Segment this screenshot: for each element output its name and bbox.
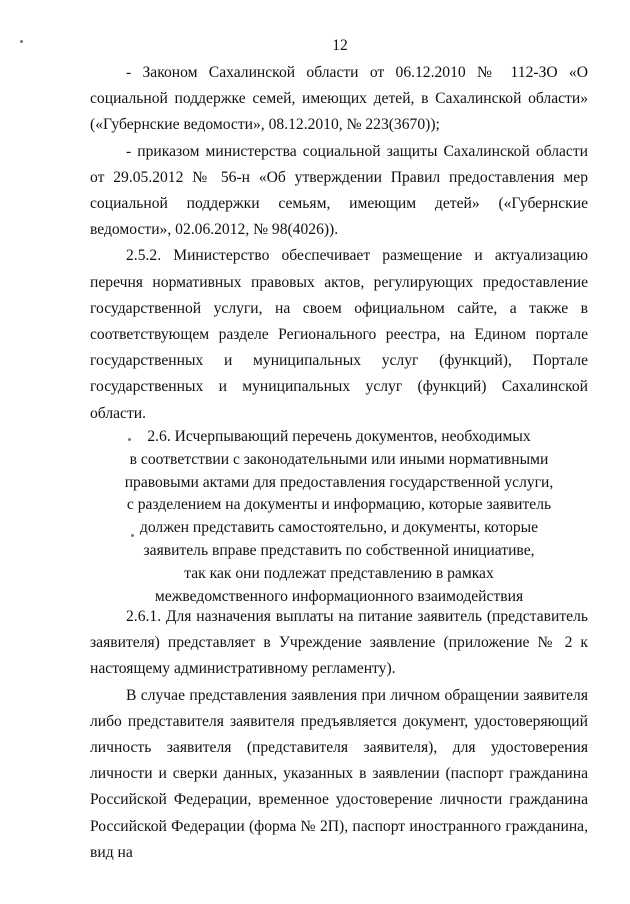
- section-heading-2-6: [90, 426, 588, 608]
- section-2-6-body: [90, 604, 588, 866]
- scan-dot: [131, 534, 134, 537]
- heading-line: межведомственного информационного взаимодействия: [154, 587, 524, 605]
- heading-line: заявитель вправе представить по собственной инициативе,: [143, 541, 535, 559]
- heading-line: с разделением на документы и информацию, которые заявитель: [126, 496, 552, 514]
- legal-acts-list: [90, 60, 588, 427]
- heading-line: правовыми актами для предоставления государственной услуги,: [124, 473, 554, 491]
- heading-line: в соответствии с законодательными или иными нормативными: [129, 450, 549, 468]
- scan-dot: [20, 40, 23, 43]
- heading-line: должен представить самостоятельно, и документы, которые: [139, 519, 539, 537]
- heading-line: 2.6. Исчерпывающий перечень документов, необходимых: [147, 428, 531, 445]
- paragraph-law-112-zo: - Законом Сахалинской области от 06.12.2010 № 112-ЗО «О социальной поддержке семей, имеющих детей, в Сахалинской области» («Губернские ведомости», 08.12.2010, № 223(3670));: [90, 64, 588, 134]
- heading-line: так как они подлежат представлению в рамках: [184, 564, 494, 582]
- page-number: 12: [332, 37, 348, 54]
- scan-dot: [128, 438, 131, 441]
- paragraph-2-5-2: 2.5.2. Министерство обеспечивает размещение и актуализацию перечня нормативных правовых актов, регулирующих предоставление государственной услуги, на своем официальном сайте, а также в соответствующем разделе Регионального реестра, на Едином портале государственных и муниципальных услуг (функций), Портале государственных и муниципальных услуг (функций) Сахалинской области.: [90, 247, 588, 422]
- paragraph-order-56-n: - приказом министерства социальной защиты Сахалинской области от 29.05.2012 № 56-н «Об утверждении Правил предоставления мер социальной поддержки семьям, имеющим детей» («Губернские ведомости», 02.06.2012, № 98(4026)).: [90, 142, 588, 239]
- paragraph-identity-document: В случае представления заявления при личном обращении заявителя либо представителя заявителя предъявляется документ, удостоверяющий личность заявителя (представителя заявителя), для удостоверения личности и сверки данных, указанных в заявлении (паспорт гражданина Российской Федерации, временное удостоверение личности гражданина Российской Федерации (форма № 2П), паспорт иностранного гражданина, вид на: [90, 686, 588, 861]
- paragraph-2-6-1: 2.6.1. Для назначения выплаты на питание заявитель (представитель заявителя) представляет в Учреждение заявление (приложение № 2 к настоящему административному регламенту).: [90, 608, 588, 678]
